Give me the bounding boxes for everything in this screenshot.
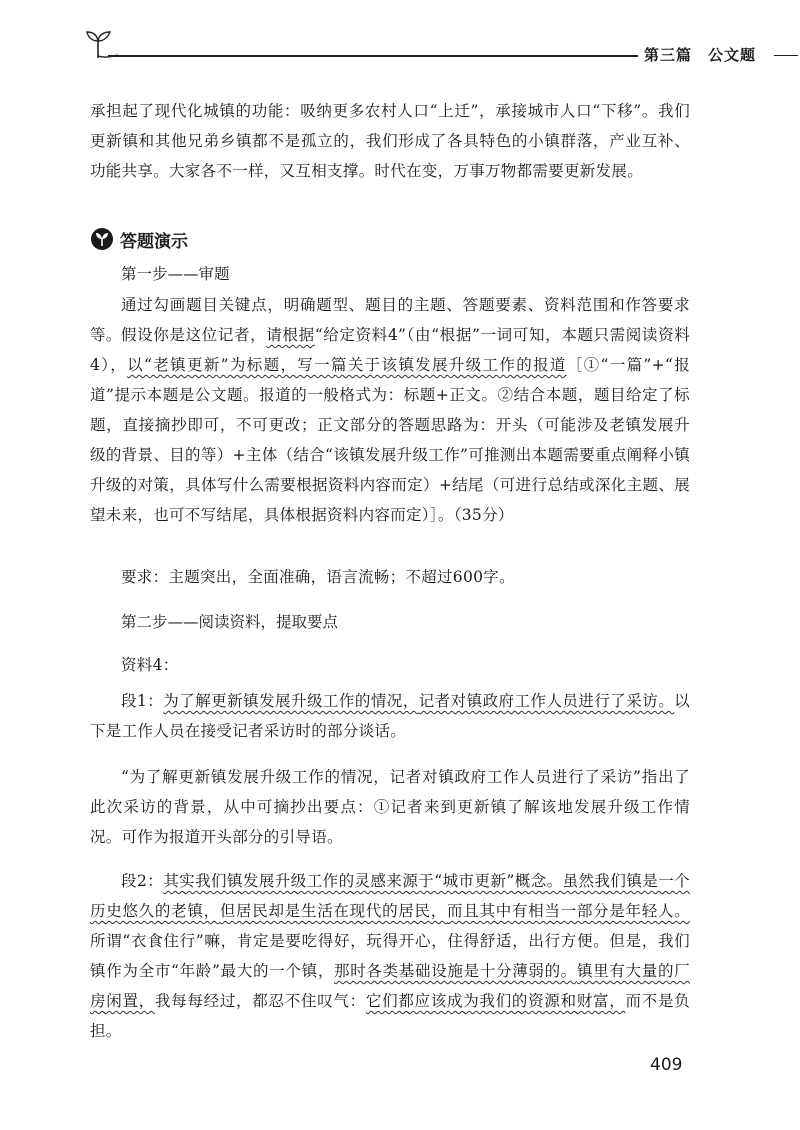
step1-heading: 第一步——审题 xyxy=(121,265,230,283)
p2-text-c: “给定资料4”（由“根据”一词可知，本题只需阅读资料4）， xyxy=(90,326,691,374)
leaf-badge-icon xyxy=(90,227,114,251)
step1-requirements: 要求：主题突出，全面准确，语言流畅；不超过600字。 xyxy=(121,568,515,586)
seg2-text-k: 而不是负担。 xyxy=(90,992,690,1040)
seg1-text-d: 以下是工作人员在接受记者采访时的部分谈话。 xyxy=(90,692,690,740)
segment-1-analysis: “为了解更新镇发展升级工作的情况，记者对镇政府工作人员进行了采访”指出了此次采访的背景，从中可摘抄出要点：①记者来到更新镇了解该地发展升级工作情况。可作为报道开头部分的引导语。 xyxy=(90,768,690,846)
p2-keyword-according: 请根据 xyxy=(266,326,315,344)
p2-keyword-title: 以“老镇更新”为标题，写一篇关于该镇发展升级工作的报道 xyxy=(127,356,567,374)
page-header xyxy=(78,28,798,68)
seg2-text-f: 所谓“衣食住行”嘛，肯定是要吃得好，玩得开心，住得舒适，出行方便。但是，我们镇作为全市“年龄”最大的一个镇， xyxy=(90,932,690,980)
section-title: 答题演示 xyxy=(120,231,188,252)
seg2-underlined-d: 但居民却是生活在现代的居民， xyxy=(219,902,448,920)
material-label: 资料4： xyxy=(121,656,179,674)
seg1-underlined-b: 记者对镇政府工作人员进行了采访。 xyxy=(418,692,675,710)
seg1-underlined-a: 为了解更新镇发展升级工作的情况， xyxy=(163,692,419,710)
segment-2-paragraph xyxy=(90,866,690,1046)
section-heading xyxy=(90,224,188,254)
header-rule xyxy=(108,55,638,57)
seg2-underlined-c: 虽然我们镇是一个历史悠久的老镇， xyxy=(90,872,690,920)
page-number: 409 xyxy=(650,1055,683,1075)
p2-text-a: 假设你是这位记者， xyxy=(121,326,267,344)
seg2-underlined-j: 它们都应该成为我们的资源和财富， xyxy=(365,992,626,1010)
seg2-text-i: 我每每经过，都忍不住叹气： xyxy=(154,992,366,1010)
step1-paragraph-2 xyxy=(90,320,690,530)
header-chapter-title: 第三篇 公文题 xyxy=(644,46,757,64)
segment-1-paragraph xyxy=(90,686,690,746)
seg1-label: 段1： xyxy=(121,692,164,710)
header-rule-right xyxy=(774,55,798,56)
p2-text-e: ［①“一篇”+“报道”提示本题是公文题。报道的一般格式为：标题+正文。②结合本题，题目给定了标题，直接摘抄即可，不可更改；正文部分的答题思路为：开头（可能涉及老镇发展升级的背景、目的等）+主体（结合“该镇发展升级工作”可推测出本题需要重点阐释小镇升级的对策，具体写什么需要根据资料内容而定）+结尾（可进行总结或深化主题、展望未来，也可不写结尾，具体根据资料内容而定）］。（35分） xyxy=(90,356,691,524)
seg2-label: 段2： xyxy=(121,872,164,890)
seg2-underlined-e: 而且其中有相当一部分是年轻人。 xyxy=(447,902,690,920)
intro-paragraph: 承担起了现代化城镇的功能：吸纳更多农村人口“上迁”，承接城市人口“下移”。我们更新镇和其他兄弟乡镇都不是孤立的，我们形成了各具特色的小镇群落，产业互补、功能共享。大家各不一样，又互相支撑。时代在变，万事万物都需要更新发展。 xyxy=(90,102,690,180)
seg2-underlined-h: 镇里有大量的厂房闲置， xyxy=(90,962,690,1010)
seg2-underlined-b: 其实我们镇发展升级工作的灵感来源于“城市更新”概念。 xyxy=(163,872,563,890)
step2-heading: 第二步——阅读资料，提取要点 xyxy=(121,613,339,631)
seg2-underlined-g: 那时各类基础设施是十分薄弱的。 xyxy=(334,962,577,980)
step1-paragraph-1: 通过勾画题目关键点，明确题型、题目的主题、答题要素、资料范围和作答要求等。 xyxy=(90,296,690,344)
